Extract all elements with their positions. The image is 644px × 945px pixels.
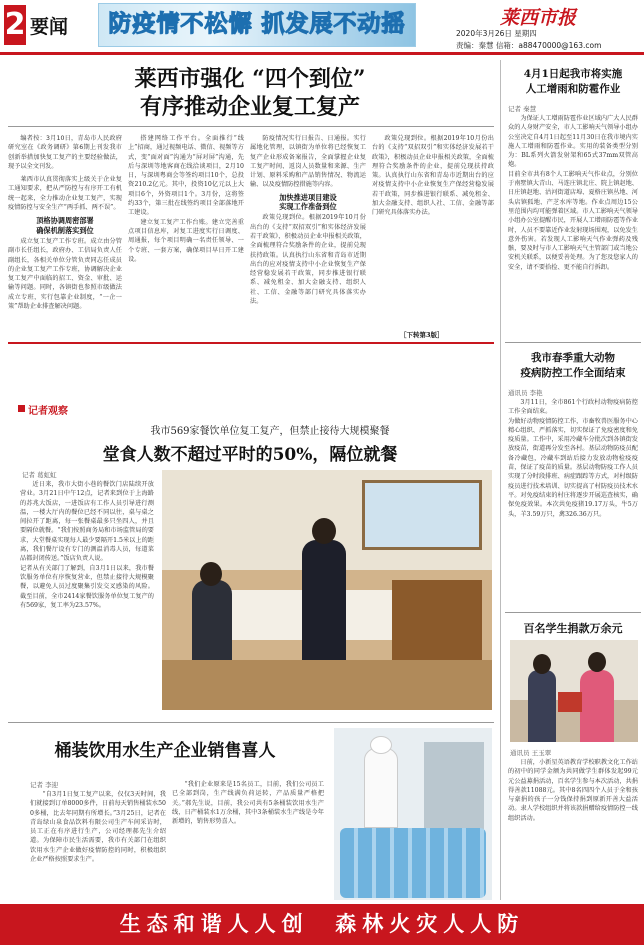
photo-diner <box>192 580 232 660</box>
side3-byline: 通讯员 王玉翠 <box>510 749 552 757</box>
obs-top-rule <box>8 342 494 344</box>
donation-photo <box>510 640 638 742</box>
obs-label-bullet <box>18 405 25 412</box>
subhead-1: 顶格协调周密部署 <box>36 216 94 226</box>
water-col-2: “我们企业原来是15名员工，目前，我们公司员工已全部到岗，生产线满负荷运转，产品质量严格把关。”郝先生说，目前，我公司共有5条桶装饮用水生产线，日产桶装水1万余桶，其中3条桶装水生产线是今年新增的，销售形势喜人。 <box>172 781 324 826</box>
lead-col-1 <box>8 134 122 311</box>
lead-para: 莱西市认真贯彻落实上级关于企业复工通知要求，把从严防控与有序开工有机统一起来，全力推动企业复工复产，实现疫情防控与安全生产“两手抓、两不误”。 <box>8 176 122 212</box>
photo-teacher <box>580 670 614 742</box>
side1-title-2: 人工增雨和防雹作业 <box>525 83 621 95</box>
lead-para: 成立复工复产工作专班。成立由分管副市长任组长，政府办、工信局负责人任副组长，各相关单位分管负责同志任成员的企业复工复产工作专班，协调解决企业复工复产中面临的招工、资金、审批、运输等问题。同时，各镇街也参照市级做法成立专班，实行包靠企业制度，“一企一策”帮助企业排查解决问题。 <box>8 237 122 311</box>
obs-byline: 记者 葛虹虹 <box>22 471 57 479</box>
lead-para: 政策兑现到位。根据2019年10月份出台的《支持“双招双引”和实体经济发展若干政策》，积极动员企业申报相关政策，全面梳理符合奖励条件的企业，提前兑现扶持政策。认真执行山东省和青岛市近期出台的应对疫情支持中小企业恢复生产保经营稳发展若干政策，同步推进银行联系、减免租金、加大金融支持、组织人社、工信、金融等部门研究具体落实办法。 <box>372 135 494 217</box>
side1-rule <box>505 342 641 343</box>
side2-title-1: 我市春季重大动物 <box>531 352 615 364</box>
issue-date: 2020年3月26日 星期四 <box>456 29 537 38</box>
masthead <box>0 0 644 58</box>
photo-worker-cap <box>370 736 392 754</box>
lead-col-3 <box>250 134 366 306</box>
lead-para: 建立复工复产工作台账。建立完善重点项目信息库，对复工进度实行日调度、周通报，每个项目明确一名责任领导、一个专班、一套方案，确保项目早日开工建设。 <box>128 218 244 263</box>
side1-body: 为保证人工增雨防雹作业区域内广大人民群众的人身财产安全，市人工影响天气领导小组办公室决定自4月1日起至11月30日在我市境内实施人工增雨和防雹作业。实用的装备类型分别为：BL系列火箭发射架和65式37mm双管高炮。 目前全市共有8个人工影响天气作业点，分别位于南墅镇大青山、马连庄镇北庄、院上镇赵地、日庄镇赵地、沽河街道店埠、夏格庄镇丛地、河头店镇狐地、产芝水库等地。作业点周边15公里范围内均可能弹着区域。市人工影响天气领导小组办公室提醒市民，开展人工增雨防雹等作业时，人员不要靠近作业发射现场围观，以免发生意外伤害。若发现人工影响天气作业弹药及残骸，要及时与市人工影响天气主管部门或当地公安机关联系，以便妥善处理。为了您及您家人的安全，请不要拾捡、更不能自行拆卸。 <box>508 115 638 271</box>
side3-body: 日前，小新星英语教育学校职教文化工作站的初中的同学金额为共同做学生群体发起99元元公益募捐活动，百名学生参与本次活动，共捐得善款11088元。其中8名四四个人员于全和孩与豪捐的孩子一分钱保持捐到原新开善大益活动。隶人学校组织并将该款捐赠给疫情防控一线组织活动。 <box>508 759 638 822</box>
subhead-3: 加快推进项目建设 <box>279 192 337 202</box>
masthead-rule <box>0 52 644 55</box>
photo-machine <box>424 742 484 832</box>
banner-slogan: 防疫情不松懈 抓发展不动摇 <box>108 10 406 37</box>
subhead-4: 实现工作准备到位 <box>279 202 337 212</box>
lead-title-rule <box>8 126 494 127</box>
photo-diner-head <box>200 562 222 586</box>
photo-student-head <box>533 654 551 674</box>
editor-line: 责编：秦慧 信箱：a88470000@163.com <box>456 41 602 50</box>
paper-logo: 莱西市报 <box>500 7 577 29</box>
lead-col-4 <box>372 134 494 334</box>
photo-bottles <box>340 828 486 898</box>
continued-note: ［下转第3版］ <box>400 331 444 339</box>
photo-student-left <box>528 670 556 742</box>
water-byline: 记者 李迎 <box>30 781 59 789</box>
obs-bottom-rule <box>8 722 494 723</box>
obs-body: 近日来，我市大街小巷的餐饮门店陆续开放营业。3月21日中午12点，记者来到位于上海路的苏兆大饭店，一进饭店有工作人员引导进行测温，一楼大厅内的餐位已经不同以往，桌与桌之间拉开了距离，每一张餐桌最多只坐四人，并且要隔位就餐。“我们按照商务局和市场监管局的要求，大堂餐桌实现每人最少要隔开1.5米以上的距离，我们餐厅设有专门的测温消毒人员，每道菜品都封闭传送。”饭店负责人说。 记者从有关部门了解到，自3月1日以来，我市餐饮服务单位有序恢复营业，但禁止接待大规模聚餐，以避免人员过度聚集引发交叉感染的风险。截至目前，全市2414家餐饮服务单位复工复产的有569家，复工率为23.57%。 <box>20 481 154 609</box>
obs-label: 记者观察 <box>28 406 68 417</box>
side2-byline: 通讯员 李艳 <box>508 389 543 397</box>
lead-title-1: 莱西市强化 “四个到位” <box>134 66 366 92</box>
restaurant-photo <box>162 470 492 710</box>
page-number-text: 2 <box>4 7 26 42</box>
side1-title-1: 4月1日起我市将实施 <box>523 68 623 80</box>
photo-server <box>302 540 346 660</box>
obs-subtitle: 我市569家餐饮单位复工复产，但禁止接待大规模聚餐 <box>150 426 390 437</box>
lead-title-2: 有序推动企业复工复产 <box>139 94 360 120</box>
obs-title: 堂食人数不超过平时的50%，隔位就餐 <box>102 445 398 465</box>
side2-title-2: 疫病防控工作全面结束 <box>520 367 626 379</box>
editor-note: 编者按：3月10日，青岛市人民政府研究室在《政务调研》第6期上刊发我市创新举措加快复工复产的主要经验做法，现予以全文刊发。 <box>8 135 122 170</box>
photo-server-head <box>312 518 336 544</box>
side2-rule <box>505 612 641 613</box>
footer-slogan: 生态和谐人人创 森林火灾人人防 <box>119 911 525 936</box>
section-name: 要闻 <box>30 16 69 38</box>
photo-window <box>362 480 482 550</box>
side2-body: 3月11日，全市861个行政村动物疫病防控工作全面结束。 为做好动物疫情防控工作，市畜牧兽医服务中心精心组织、严抓落实，切实保证了免疫密度和免疫质量。工作中，采用冷藏车分批次到各镇街发放疫苗，街道再分发至各村。基层动物防疫员配备冷藏包，冷藏车到站后接力发放动物检疫疫苗，保证了疫苗的质量。基层动物防疫工作人员实现了分时段排班、病症跟踪等方式，对村级防疫员进行技术培训、切实提高了村防疫员技术水平。对免疫结束的村庄将逐步开展巡查核实，确保免疫效果。本次共免疫猪19.17万头，牛5万头，羊3.59万只，禽326.36万只。 <box>508 399 638 518</box>
photo-teacher-head <box>588 652 606 672</box>
water-title: 桶装饮用水生产企业销售喜人 <box>54 741 276 761</box>
lead-col-2 <box>128 134 244 264</box>
water-factory-photo <box>334 728 492 900</box>
column-divider <box>500 60 501 900</box>
photo-worker <box>364 748 398 828</box>
lead-para: 政策兑现到位。根据2019年10月份出台的《支持“双招双引”和实体经济发展若干政策》，积极动员企业申报相关政策，全面梳理符合奖励条件的企业，提前兑现扶持政策。认真执行山东省和青岛市近期出台的应对疫情支持中小企业恢复生产保经营稳发展若干政策，同步推进银行联系、减免租金、加大金融支持、组织人社、工信、金融等部门研究具体落实办法。 <box>250 214 366 306</box>
photo-box <box>558 692 582 712</box>
photo-floor <box>162 660 492 710</box>
water-col-1: “自3月1日复工复产以来，仅仅3天时间，我们就接到订单8000多件，日前每天销售桶装水500多桶，比去年同期有所增长。”3月25日，记者在青岛绿山泉食品饮料有限公司生产车间采访时，员工正在有序进行生产，公司经理郝先生介绍道。为保障市民生活需要，我市有关部门在组织饮用水生产企业做好疫情防控的同时，积极组织企业严格按照要求生产。 <box>30 791 166 864</box>
side1-byline: 记者 秦慧 <box>508 105 537 113</box>
subhead-2: 确保机制落实到位 <box>36 225 94 235</box>
side3-title: 百名学生捐款万余元 <box>523 622 623 635</box>
lead-para: 防疫情况实行日报告、日通报。实行属地化管理，以镇街为单位将已经恢复工复产企业形成备案报告，全面掌握企业复工复产时间、返岗人员数量和来源、生产计划、原料采购和产品销售情况、物流运输、以及疫情防控措施等内容。 <box>250 135 366 189</box>
lead-para: 搭建网络工作平台。全面推行“线上”招商，通过视频电话、微信、视频等方式，变“面对面”沟通为“屏对屏”沟通，先后与深圳等地客商在线洽谈项目，2月10日，与深圳粤商会等签约项目10个，总投资210.2亿元。其中，投资10亿元以上大项目6个，外资项目1个。3月份，这将签约33个，第三批在线签约项目全部落地开工建设。 <box>128 135 244 217</box>
